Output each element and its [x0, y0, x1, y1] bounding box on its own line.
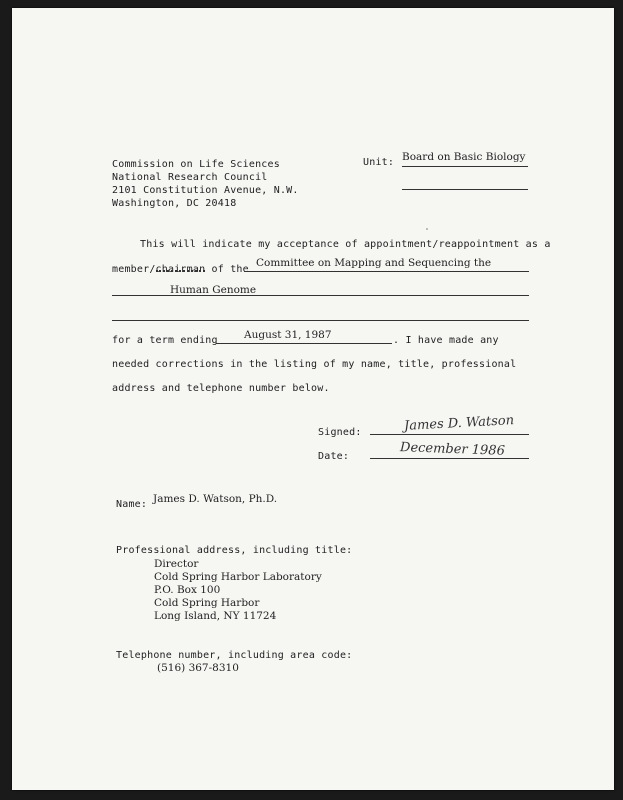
- term-line-2: needed corrections in the listing of my name, title, professional: [112, 359, 517, 370]
- date-underline: [370, 458, 529, 459]
- term-date: August 31, 1987: [244, 329, 332, 341]
- term-line-3: address and telephone number below.: [112, 383, 330, 394]
- term-suffix: . I have made any: [393, 335, 499, 346]
- telephone-value: (516) 367-8310: [157, 662, 239, 674]
- signed-label: Signed:: [318, 427, 362, 438]
- professional-address-line: Cold Spring Harbor Laboratory: [154, 571, 322, 583]
- unit-value: Board on Basic Biology: [402, 151, 526, 163]
- signed-underline: [370, 434, 529, 435]
- committee-underline-2: [112, 295, 529, 296]
- signature-handwriting: James D. Watson: [403, 413, 515, 434]
- address-line-3: 2101 Constitution Avenue, N.W.: [112, 185, 299, 196]
- committee-line-1: Committee on Mapping and Sequencing the: [256, 257, 492, 269]
- professional-address-line: Director: [154, 558, 199, 570]
- of-the-text: of the: [205, 264, 249, 275]
- address-line-4: Washington, DC 20418: [112, 198, 237, 209]
- date-label: Date:: [318, 451, 350, 462]
- name-label: Name:: [116, 499, 148, 510]
- committee-line-2: Human Genome: [170, 284, 257, 296]
- member-chairman-line: [112, 263, 249, 276]
- committee-underline-1: [244, 271, 529, 272]
- professional-address-line: Long Island, NY 11724: [154, 610, 277, 622]
- committee-underline-3: [112, 320, 529, 321]
- address-line-1: Commission on Life Sciences: [112, 159, 280, 170]
- unit-label: Unit:: [363, 157, 395, 168]
- address-line-2: National Research Council: [112, 172, 268, 183]
- professional-address-line: Cold Spring Harbor: [154, 597, 260, 609]
- unit-underline-2: [402, 189, 528, 190]
- telephone-label: Telephone number, including area code:: [116, 650, 353, 661]
- member-word: member/: [112, 264, 156, 275]
- date-handwriting: December 1986: [399, 440, 506, 459]
- unit-underline: [402, 166, 528, 167]
- struck-chairman-word: chairman: [155, 264, 206, 275]
- professional-address-label: Professional address, including title:: [116, 545, 353, 556]
- paper-speck: [426, 228, 428, 230]
- document-page: [12, 8, 614, 790]
- professional-address-line: P.O. Box 100: [154, 584, 221, 596]
- term-date-underline: [216, 343, 392, 344]
- term-prefix: for a term ending: [112, 335, 218, 346]
- name-value: James D. Watson, Ph.D.: [153, 493, 278, 505]
- acceptance-intro: This will indicate my acceptance of appointment/reappointment as a: [140, 239, 551, 250]
